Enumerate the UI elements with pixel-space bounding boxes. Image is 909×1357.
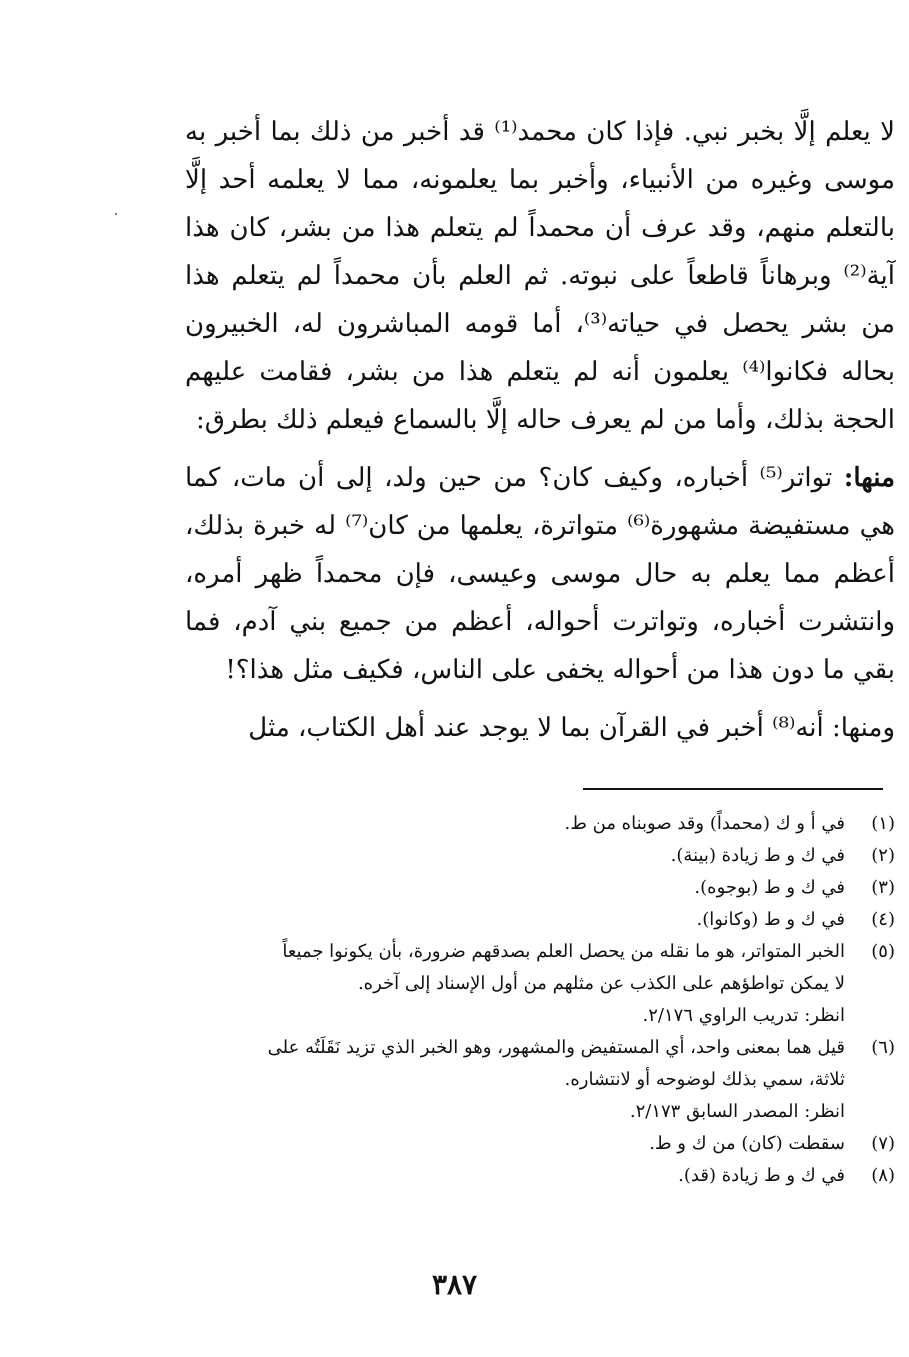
footnote-number: (٦) (871, 1037, 895, 1058)
scan-speck (115, 213, 117, 215)
paragraph-lead: منها: (843, 463, 896, 493)
footnote-number: (٥) (871, 941, 895, 962)
page-body (185, 108, 895, 1348)
body-paragraph-1 (185, 108, 895, 444)
footnote-divider (583, 788, 883, 790)
footnote-line: لا يمكن تواطؤهم على الكذب عن مثلهم من أول الإسناد إلى آخره. (357, 973, 845, 994)
footnotes-list (185, 808, 895, 1192)
footnote-line: الخبر المتواتر، هو ما نقله من يحصل العلم بصدقهم ضرورة، بأن يكونوا جميعاً (282, 941, 845, 962)
paragraph-text: تواتر⁽⁵⁾ أخباره، وكيف كان؟ من حين ولد، إلى أن مات، كما هي مستفيضة مشهورة⁽⁶⁾ متواترة، يعلمها من كان⁽⁷⁾ له خبرة بذلك، أعظم مما يعلم به حال موسى وعيسى، فإن محمداً ظهر أمره، وانتشرت أخباره، وتواترت أحواله، أعظم من جميع بني آدم، فما بقي ما دون هذا من أحواله يخفى على الناس، فكيف مثل هذا؟! (185, 463, 895, 685)
footnote-item (185, 872, 895, 904)
footnote-item (185, 1160, 895, 1192)
footnote-item (185, 904, 895, 936)
footnote-line: في ك و ط (وكانوا). (696, 909, 845, 930)
footnote-item (185, 840, 895, 872)
footnote-line: في أ و ك (محمداً) وقد صوبناه من ط. (564, 813, 845, 834)
footnote-item (185, 936, 895, 1032)
footnote-item (185, 1128, 895, 1160)
footnote-number: (٣) (871, 877, 895, 898)
footnote-number: (٧) (871, 1133, 895, 1154)
paragraph-text: لا يعلم إلَّا بخبر نبي. فإذا كان محمد⁽¹⁾ قد أخبر من ذلك بما أخبر به موسى وغيره من الأنبياء، وأخبر بما يعلمونه، مما لا يعلمه أحد إلَّا بالتعلم منهم، وقد عرف أن محمداً لم يتعلم هذا من بشر، كان هذا آية⁽²⁾ وبرهاناً قاطعاً على نبوته. ثم العلم بأن محمداً لم يتعلم هذا من بشر يحصل في حياته⁽³⁾، أما قومه المباشرون له، الخبيرون بحاله فكانوا⁽⁴⁾ يعلمون أنه لم يتعلم هذا من بشر، فقامت عليهم الحجة بذلك، وأما من لم يعرف حاله إلَّا بالسماع فيعلم ذلك بطرق: (185, 117, 896, 435)
body-paragraph-3 (185, 704, 895, 752)
footnote-line: في ك و ط (بوجوه). (694, 877, 845, 898)
page-number: ٣٨٧ (431, 1268, 478, 1301)
footnote-line: سقطت (كان) من ك و ط. (649, 1133, 845, 1154)
footnote-line: في ك و ط زيادة (بينة). (670, 845, 845, 866)
footnote-number: (٢) (871, 845, 895, 866)
footnote-item (185, 808, 895, 840)
footnote-number: (٤) (871, 909, 895, 930)
footnote-line: قيل هما بمعنى واحد، أي المستفيض والمشهور، وهو الخبر الذي تزيد نَقَلَتُه على (267, 1037, 845, 1058)
footnote-line: في ك و ط زيادة (قد). (678, 1165, 845, 1186)
paragraph-text: ومنها: أنه⁽⁸⁾ أخبر في القرآن بما لا يوجد عند أهل الكتاب، مثل (248, 713, 895, 743)
footnote-line: انظر: المصدر السابق ٢/١٧٣. (629, 1101, 845, 1122)
footnote-line: انظر: تدريب الراوي ٢/١٧٦. (642, 1005, 845, 1026)
footnote-line: ثلاثة، سمي بذلك لوضوحه أو لانتشاره. (564, 1069, 845, 1090)
footnote-item (185, 1032, 895, 1128)
footnote-number: (١) (871, 813, 895, 834)
body-paragraph-2 (185, 454, 895, 694)
footnote-number: (٨) (871, 1165, 895, 1186)
